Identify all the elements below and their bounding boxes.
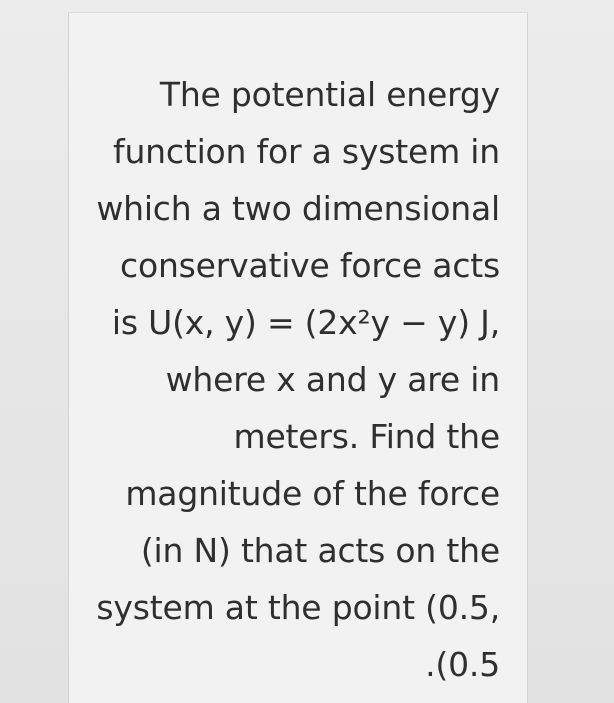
question-line: The potential energy [159,75,500,114]
question-line: magnitude of the force [125,474,500,513]
question-line: where x and y are in [165,360,500,399]
question-line: (in N) that acts on the [140,531,500,570]
question-line: system at the point (0.5, [96,588,500,627]
question-line: which a two dimensional [96,189,500,228]
question-line: meters. Find the [233,417,500,456]
question-text [80,66,500,693]
question-line: function for a system in [113,132,500,171]
question-line: conservative force acts [120,246,500,285]
question-line: .(0.5 [425,645,500,684]
question-line: is U(x, y) = (2x²y − y) J, [111,303,500,342]
